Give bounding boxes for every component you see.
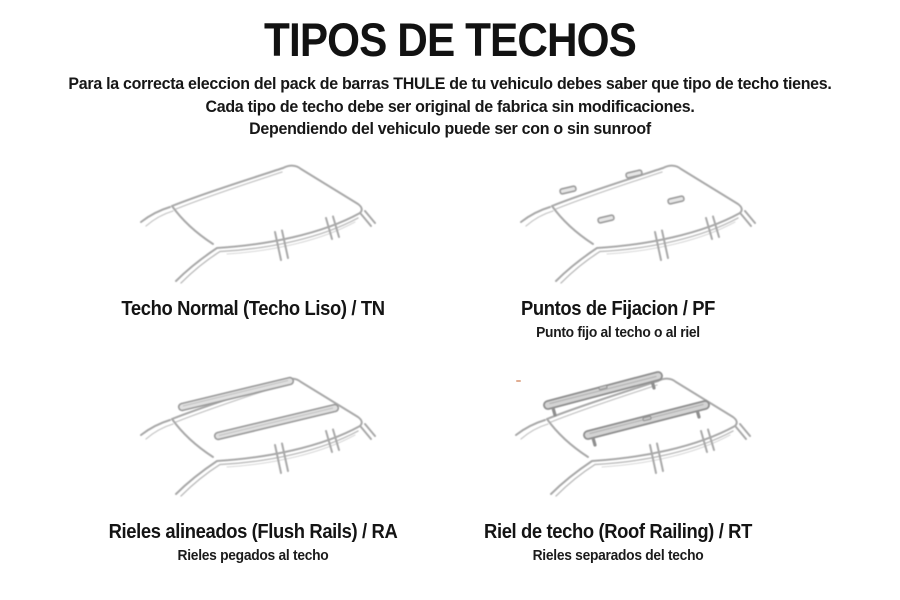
- intro-line-1: Para la correcta eleccion del pack de barras THULE de tu vehiculo debes saber que tipo de techo tienes.: [68, 74, 832, 93]
- label-puntos-fijacion: Puntos de Fijacion / PF: [521, 298, 715, 320]
- sublabel-rieles-alineados: Rieles pegados al techo: [177, 547, 329, 564]
- caption-riel-de-techo: [398, 521, 838, 564]
- roof-flush-rails-illustration: [115, 365, 415, 515]
- roof-fixation-points-illustration: [495, 152, 795, 302]
- label-techo-normal: Techo Normal (Techo Liso) / TN: [121, 298, 385, 320]
- intro-line-3: Dependiendo del vehiculo puede ser con o sin sunroof: [249, 119, 651, 138]
- roof-raised-rails-illustration: [490, 365, 790, 515]
- intro-text: [0, 73, 900, 141]
- label-riel-de-techo: Riel de techo (Roof Railing) / RT: [484, 521, 752, 543]
- label-rieles-alineados: Rieles alineados (Flush Rails) / RA: [108, 521, 398, 543]
- sublabel-puntos-fijacion: Punto fijo al techo o al riel: [536, 324, 700, 341]
- raised-rails: [544, 372, 709, 445]
- caption-puntos-fijacion: [398, 298, 838, 341]
- intro-line-2: Cada tipo de techo debe ser original de fabrica sin modificaciones.: [205, 96, 695, 116]
- sublabel-riel-de-techo: Rieles separados del techo: [532, 547, 704, 564]
- page-title: TIPOS DE TECHOS: [264, 13, 636, 66]
- roof-normal-illustration: [115, 152, 415, 302]
- print-artifact-speck: [516, 380, 521, 382]
